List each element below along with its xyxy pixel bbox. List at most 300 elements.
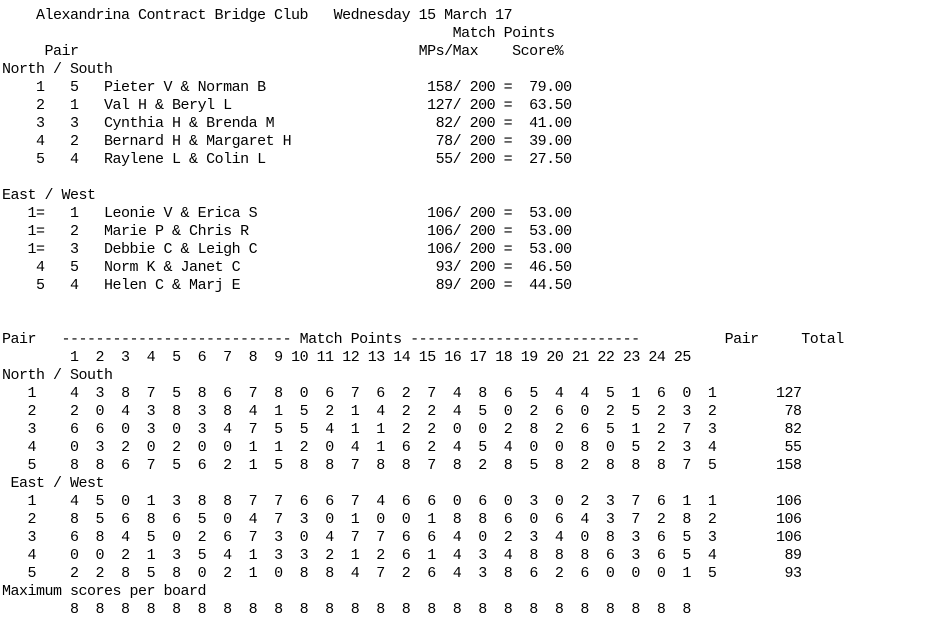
match-points-scored: 106 (427, 241, 453, 258)
board-score: 2 (155, 439, 181, 456)
score-percent: 63.50 (520, 97, 572, 114)
board-score: 3 (665, 439, 691, 456)
board-score: 8 (563, 439, 589, 456)
board-number: 22 (588, 349, 615, 366)
board-score: 6 (486, 385, 513, 402)
board-score: 5 (665, 547, 691, 564)
score-percent: 41.00 (520, 115, 572, 132)
pair-heading: Pair (44, 43, 79, 60)
board-score: 4 (206, 421, 232, 438)
board-score: 4 (563, 385, 589, 402)
score-heading-line (2, 25, 844, 43)
board-score: 8 (53, 457, 79, 474)
board-score: 4 (486, 547, 513, 564)
board-score: 4 (537, 385, 564, 402)
board-score: 5 (180, 547, 207, 564)
board-score: 5 (78, 511, 105, 528)
board-score: 0 (486, 403, 513, 420)
pair-total: 89 (716, 547, 802, 564)
board-score: 6 (410, 493, 436, 510)
pair-names: Norm K & Janet C (104, 259, 428, 276)
pair-total: 106 (716, 493, 802, 510)
pair-names: Cynthia H & Brenda M (104, 115, 428, 132)
board-score: 3 (180, 421, 207, 438)
matrix-row (2, 457, 844, 475)
match-points-maximum: 200 (469, 277, 496, 294)
pair-number-right: 1 (690, 493, 717, 510)
board-number: 2 (78, 349, 105, 366)
pair-total: 93 (716, 565, 802, 582)
board-score: 8 (180, 385, 207, 402)
board-score: 3 (257, 547, 283, 564)
ranking-row: 2 1 Val H & Beryl L 127/ 200 = 63.50 (2, 97, 572, 114)
board-score: 8 (104, 565, 130, 582)
pair-number: 1 (2, 493, 37, 510)
board-score: 5 (282, 421, 309, 438)
board-score: 7 (129, 457, 156, 474)
board-score: 0 (206, 511, 232, 528)
board-score: 3 (512, 529, 538, 546)
match-points-maximum: 200 (469, 79, 496, 96)
board-score: 0 (155, 529, 181, 546)
matrix-row (2, 421, 844, 439)
board-number: 17 (461, 349, 487, 366)
board-score: 6 (512, 565, 538, 582)
board-score: 6 (53, 529, 79, 546)
board-score: 0 (104, 493, 130, 510)
maximum-score: 8 (614, 601, 640, 618)
board-score: 2 (308, 403, 334, 420)
board-score: 2 (104, 439, 130, 456)
board-score: 2 (588, 403, 615, 420)
board-score: 7 (257, 511, 283, 528)
board-score: 2 (410, 403, 436, 420)
board-score: 6 (537, 511, 564, 528)
score-percent: 44.50 (520, 277, 572, 294)
board-score: 2 (563, 493, 589, 510)
board-score: 1 (333, 403, 360, 420)
board-score: 6 (155, 511, 181, 528)
matrix-row (2, 385, 844, 403)
board-number: 21 (563, 349, 589, 366)
board-score: 3 (180, 403, 207, 420)
pair-number: 1 (44, 97, 79, 114)
maximum-score: 8 (410, 601, 436, 618)
board-score: 8 (129, 511, 156, 528)
board-score: 1 (665, 565, 691, 582)
board-score: 8 (206, 493, 232, 510)
board-score: 4 (435, 565, 462, 582)
score-percent: 53.00 (520, 241, 572, 258)
board-score: 8 (461, 385, 487, 402)
maximum-score: 8 (537, 601, 564, 618)
board-score: 1 (333, 421, 360, 438)
board-score: 6 (639, 385, 666, 402)
pair-number: 1 (2, 385, 37, 402)
maximum-score: 8 (180, 601, 207, 618)
matrix-row (2, 493, 844, 511)
board-score: 0 (537, 439, 564, 456)
board-score: 3 (155, 547, 181, 564)
maximum-score: 8 (53, 601, 79, 618)
board-score: 2 (384, 403, 411, 420)
match-points-scored: 158 (427, 79, 453, 96)
north-south-ranking-section-heading (2, 61, 844, 79)
board-score: 1 (410, 511, 436, 528)
score-percent: 79.00 (520, 79, 572, 96)
matrix-title-line: Pair --------------------------- Match Points --------------------------- Pair Total (2, 331, 844, 348)
board-score: 0 (282, 529, 309, 546)
board-score: 0 (461, 421, 487, 438)
pair-number-right: 2 (690, 403, 717, 420)
board-score: 3 (665, 403, 691, 420)
score-percent-heading: Score% (512, 43, 564, 60)
pair-number: 2 (2, 511, 37, 528)
board-number: 24 (639, 349, 666, 366)
board-score: 4 (435, 529, 462, 546)
board-score: 0 (384, 511, 411, 528)
ranking-position: 4 (2, 259, 45, 276)
board-score: 0 (588, 439, 615, 456)
score-percent: 53.00 (520, 223, 572, 240)
board-number: 5 (155, 349, 181, 366)
board-score: 7 (231, 529, 258, 546)
maximum-score: 8 (308, 601, 334, 618)
board-score: 3 (155, 493, 181, 510)
match-points-maximum: 200 (469, 151, 496, 168)
board-score: 0 (155, 421, 181, 438)
pair-number: 4 (2, 547, 37, 564)
board-score: 7 (614, 511, 640, 528)
board-score: 0 (537, 493, 564, 510)
board-score: 7 (333, 529, 360, 546)
ranking-position: 1 (2, 79, 45, 96)
board-score: 4 (206, 547, 232, 564)
board-number: 3 (104, 349, 130, 366)
ranking-row: 3 3 Cynthia H & Brenda M 82/ 200 = 41.00 (2, 115, 572, 132)
board-score: 8 (359, 457, 385, 474)
board-score: 3 (78, 385, 105, 402)
board-score: 0 (308, 511, 334, 528)
board-score: 2 (461, 457, 487, 474)
board-number: 13 (359, 349, 385, 366)
pair-total: 82 (716, 421, 802, 438)
board-number-line (2, 349, 844, 367)
matrix-pair-heading: Pair (2, 331, 37, 348)
match-points-scored: 78 (427, 133, 453, 150)
matrix-row (2, 511, 844, 529)
board-score: 2 (563, 457, 589, 474)
board-score: 8 (435, 511, 462, 528)
board-score: 7 (410, 385, 436, 402)
board-score: 4 (537, 529, 564, 546)
board-number: 12 (333, 349, 360, 366)
board-score: 4 (435, 403, 462, 420)
board-score: 0 (359, 511, 385, 528)
match-points-scored: 127 (427, 97, 453, 114)
maximum-scores-line (2, 601, 844, 619)
ranking-position: 4 (2, 133, 45, 150)
pair-number: 5 (44, 79, 79, 96)
board-score: 0 (435, 421, 462, 438)
board-score: 0 (614, 565, 640, 582)
board-score: 8 (78, 529, 105, 546)
maximum-score: 8 (563, 601, 589, 618)
board-score: 2 (384, 565, 411, 582)
board-score: 8 (206, 403, 232, 420)
board-score: 5 (257, 421, 283, 438)
pair-number-right: 4 (690, 439, 717, 456)
board-score: 8 (512, 547, 538, 564)
board-score: 4 (333, 565, 360, 582)
board-score: 2 (282, 439, 309, 456)
pair-names: Helen C & Marj E (104, 277, 428, 294)
maximum-score: 8 (129, 601, 156, 618)
board-score: 6 (537, 403, 564, 420)
board-score: 6 (180, 457, 207, 474)
board-score: 5 (155, 457, 181, 474)
match-points-maximum: 200 (469, 205, 496, 222)
board-score: 3 (129, 403, 156, 420)
mps-max-heading: MPs/Max (418, 43, 479, 60)
matrix-row (2, 403, 844, 421)
board-score: 6 (384, 547, 411, 564)
board-score: 3 (588, 493, 615, 510)
board-score: 5 (78, 493, 105, 510)
board-score: 4 (435, 385, 462, 402)
board-score: 0 (78, 547, 105, 564)
board-score: 2 (486, 421, 513, 438)
board-score: 5 (461, 403, 487, 420)
board-number: 11 (308, 349, 334, 366)
board-score: 7 (410, 457, 436, 474)
pair-number: 4 (2, 439, 37, 456)
board-number: 1 (53, 349, 79, 366)
board-score: 8 (257, 385, 283, 402)
board-score: 2 (53, 565, 79, 582)
board-number: 15 (410, 349, 436, 366)
board-score: 0 (282, 385, 309, 402)
pair-number-right: 3 (690, 421, 717, 438)
board-number: 7 (206, 349, 232, 366)
score-percent: 46.50 (520, 259, 572, 276)
maximum-score: 8 (155, 601, 181, 618)
board-score: 2 (410, 421, 436, 438)
board-score: 7 (257, 493, 283, 510)
match-points-maximum: 200 (469, 133, 496, 150)
board-score: 3 (282, 511, 309, 528)
ranking-row: 1= 2 Marie P & Chris R 106/ 200 = 53.00 (2, 223, 572, 240)
board-score: 8 (486, 565, 513, 582)
pair-number: 4 (44, 277, 79, 294)
board-score: 0 (206, 439, 232, 456)
match-points-maximum: 200 (469, 115, 496, 132)
board-score: 6 (639, 493, 666, 510)
board-score: 7 (129, 385, 156, 402)
ranking-row: 1= 3 Debbie C & Leigh C 106/ 200 = 53.00 (2, 241, 572, 258)
board-score: 4 (104, 529, 130, 546)
board-score: 8 (461, 511, 487, 528)
board-score: 4 (53, 493, 79, 510)
match-points-scored: 82 (427, 115, 453, 132)
board-score: 3 (588, 511, 615, 528)
board-score: 6 (384, 529, 411, 546)
board-score: 5 (588, 421, 615, 438)
pair-names: Leonie V & Erica S (104, 205, 428, 222)
board-score: 5 (282, 403, 309, 420)
board-number: 6 (180, 349, 207, 366)
ranking-row: 4 5 Norm K & Janet C 93/ 200 = 46.50 (2, 259, 572, 276)
board-score: 2 (537, 421, 564, 438)
board-score: 4 (333, 439, 360, 456)
board-score: 6 (308, 493, 334, 510)
board-score: 3 (614, 547, 640, 564)
pair-total: 127 (716, 385, 802, 402)
board-score: 0 (512, 439, 538, 456)
maximum-score: 8 (78, 601, 105, 618)
ranking-row: 5 4 Raylene L & Colin L 55/ 200 = 27.50 (2, 151, 572, 168)
board-score: 6 (639, 547, 666, 564)
board-score: 2 (53, 403, 79, 420)
maximum-score: 8 (461, 601, 487, 618)
board-score: 2 (359, 547, 385, 564)
pair-number: 1 (44, 205, 79, 222)
board-number: 4 (129, 349, 156, 366)
match-points-scored: 89 (427, 277, 453, 294)
board-score: 8 (588, 457, 615, 474)
board-score: 3 (78, 439, 105, 456)
ranking-position: 1= (2, 223, 45, 240)
pair-names: Val H & Beryl L (104, 97, 428, 114)
board-score: 5 (155, 385, 181, 402)
board-score: 8 (308, 457, 334, 474)
match-points-scored: 106 (427, 205, 453, 222)
match-points-scored: 93 (427, 259, 453, 276)
maximum-score: 8 (435, 601, 462, 618)
board-score: 6 (78, 421, 105, 438)
board-score: 4 (231, 511, 258, 528)
pair-number-right: 5 (690, 565, 717, 582)
board-score: 1 (333, 511, 360, 528)
board-score: 3 (614, 529, 640, 546)
board-number: 8 (231, 349, 258, 366)
board-score: 3 (512, 493, 538, 510)
board-score: 7 (614, 493, 640, 510)
board-score: 8 (282, 457, 309, 474)
board-score: 7 (333, 457, 360, 474)
board-number: 20 (537, 349, 564, 366)
board-score: 1 (359, 439, 385, 456)
board-score: 2 (639, 421, 666, 438)
pair-names: Pieter V & Norman B (104, 79, 428, 96)
board-score: 0 (308, 439, 334, 456)
board-score: 5 (512, 457, 538, 474)
board-score: 0 (665, 385, 691, 402)
board-score: 0 (435, 493, 462, 510)
north-south-matrix-label: North / South (2, 367, 113, 384)
maximum-score: 8 (333, 601, 360, 618)
pair-number: 3 (2, 421, 37, 438)
pair-number: 3 (44, 241, 79, 258)
board-score: 0 (257, 565, 283, 582)
pair-number: 3 (44, 115, 79, 132)
maximum-score: 8 (639, 601, 666, 618)
board-score: 8 (639, 457, 666, 474)
board-score: 5 (461, 439, 487, 456)
pair-number: 2 (2, 403, 37, 420)
board-score: 1 (410, 547, 436, 564)
east-west-ranking-label: East / West (2, 187, 96, 204)
match-points-scored: 106 (427, 223, 453, 240)
pair-number: 4 (44, 151, 79, 168)
board-score: 7 (333, 385, 360, 402)
board-score: 1 (231, 439, 258, 456)
board-score: 0 (588, 565, 615, 582)
pair-total: 158 (716, 457, 802, 474)
pair-number-right: 4 (690, 547, 717, 564)
pair-number-right: 2 (690, 511, 717, 528)
board-score: 4 (53, 385, 79, 402)
blank-line (2, 169, 844, 187)
board-score: 0 (53, 547, 79, 564)
board-score: 8 (665, 511, 691, 528)
board-score: 0 (180, 439, 207, 456)
maximum-score: 8 (231, 601, 258, 618)
board-score: 0 (461, 529, 487, 546)
board-score: 6 (104, 457, 130, 474)
board-number: 18 (486, 349, 513, 366)
board-score: 6 (588, 547, 615, 564)
board-score: 7 (231, 385, 258, 402)
board-score: 4 (231, 403, 258, 420)
maximum-score: 8 (384, 601, 411, 618)
match-points-heading: Match Points (452, 25, 555, 42)
board-score: 7 (231, 493, 258, 510)
board-score: 6 (384, 439, 411, 456)
matrix-row (2, 529, 844, 547)
session-date: Wednesday 15 March 17 (333, 7, 513, 24)
board-score: 1 (231, 457, 258, 474)
board-score: 2 (639, 511, 666, 528)
board-number: 9 (257, 349, 283, 366)
board-score: 3 (129, 421, 156, 438)
board-score: 4 (435, 547, 462, 564)
board-score: 0 (512, 511, 538, 528)
maximum-score: 8 (486, 601, 513, 618)
maximum-score: 8 (282, 601, 309, 618)
board-score: 2 (206, 457, 232, 474)
board-score: 4 (435, 439, 462, 456)
blank-line (2, 295, 844, 313)
board-score: 7 (231, 421, 258, 438)
board-score: 5 (665, 529, 691, 546)
board-score: 2 (78, 565, 105, 582)
board-score: 6 (206, 385, 232, 402)
board-score: 7 (665, 421, 691, 438)
board-score: 1 (231, 547, 258, 564)
board-score: 6 (486, 511, 513, 528)
board-score: 5 (512, 385, 538, 402)
maximum-score: 8 (104, 601, 130, 618)
board-score: 8 (537, 457, 564, 474)
board-score: 5 (129, 565, 156, 582)
board-number: 10 (282, 349, 309, 366)
board-score: 6 (53, 421, 79, 438)
ranking-row: 5 4 Helen C & Marj E 89/ 200 = 44.50 (2, 277, 572, 294)
board-score: 6 (563, 421, 589, 438)
maximum-score: 8 (206, 601, 232, 618)
east-west-matrix-section-heading (2, 475, 844, 493)
